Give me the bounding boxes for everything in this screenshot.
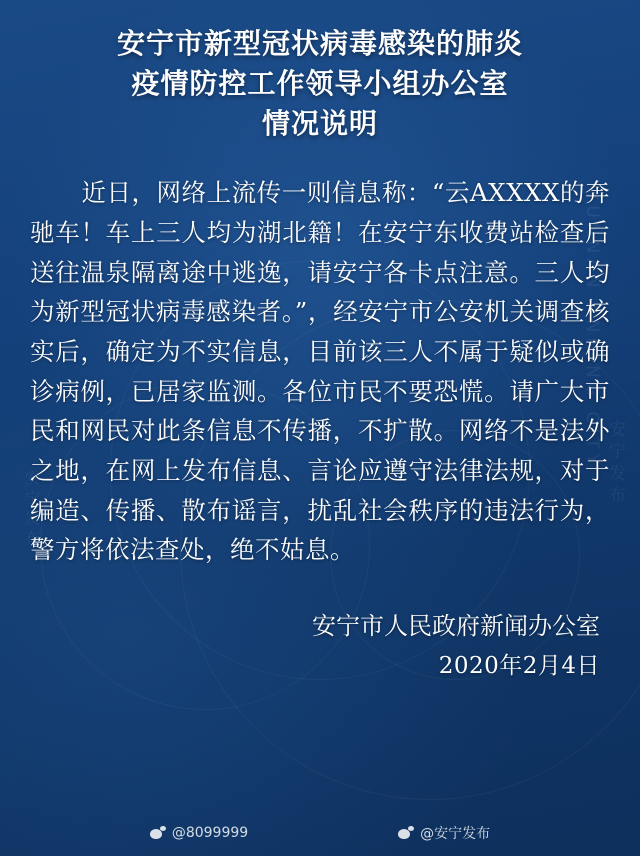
- signature-organization: 安宁市人民政府新闻办公室: [312, 612, 600, 641]
- title-line-2: 疫情防控工作领导小组办公室: [131, 66, 509, 100]
- announcement-body-text: 近日，网络上流传一则信息称：“云AXXXX的奔驰车！车上三人均为湖北籍！在安宁东收费站检查后送往温泉隔离途中逃逸，请安宁各卡点注意。三人均为新型冠状病毒感染者。”，经安宁市公安机关调查核实后，确定为不实信息，目前该三人不属于疑似或确诊病例，已居家监测。各位市民不要恐慌。请广大市民和网民对此条信息不传播，不扩散。网络不是法外之地，在网上发布信息、言论应遵守法律法规，对于编造、传播、散布谣言，扰乱社会秩序的违法行为，警方将依法查处，绝不姑息。: [30, 178, 610, 565]
- weibo-icon: [150, 825, 166, 841]
- weibo-icon: [398, 825, 414, 841]
- announcement-body: [30, 173, 610, 570]
- watermark-text-right-upper: YUNNAN ANNING CITY: [582, 190, 602, 470]
- credit-right-label: @安宁发布: [420, 826, 491, 842]
- credit-left: [150, 825, 248, 841]
- title-line-3: 情况说明: [261, 106, 378, 140]
- title-line-1: 安宁市新型冠状病毒感染的肺炎: [116, 27, 523, 60]
- footer-credits: [0, 816, 640, 850]
- signature-date: 2020年2月4日: [438, 652, 600, 679]
- page-title: [0, 0, 640, 143]
- signature-block: [0, 606, 600, 686]
- watermark-text-left: 安宁发布: [23, 470, 41, 550]
- credit-left-label: @8099999: [171, 825, 249, 841]
- watermark-text-right-lower: 安宁发布: [605, 420, 625, 508]
- credit-right: [398, 823, 490, 843]
